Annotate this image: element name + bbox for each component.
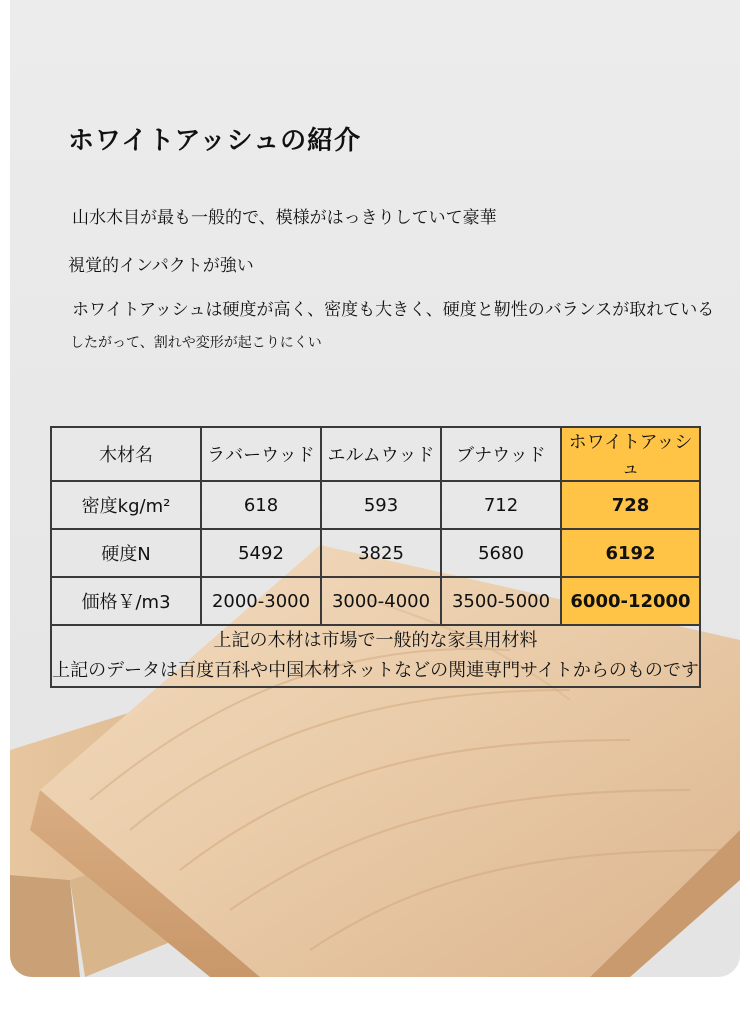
table-cell: 2000-3000 [201, 577, 321, 625]
table-cell: 3000-4000 [321, 577, 441, 625]
row-label-density: 密度kg/m² [51, 481, 201, 529]
header-cell-elmwood: エルムウッド [321, 427, 441, 481]
footnote-line-2: 上記のデータは百度百科や中国木材ネットなどの関連専門サイトからのものです [52, 660, 699, 681]
footnote-line-1: 上記の木材は市場で一般的な家具用材料 [213, 630, 538, 651]
intro-paragraph-2: 視覚的インパクトが強い [68, 256, 254, 276]
table-row-hardness [51, 529, 700, 577]
table-cell-highlight: 6192 [561, 529, 700, 577]
table-cell: 5680 [441, 529, 561, 577]
header-cell-white-ash: ホワイトアッシュ [561, 427, 700, 481]
intro-paragraph-3: ホワイトアッシュは硬度が高く、密度も大きく、硬度と靭性のバランスが取れている [72, 300, 715, 320]
table-cell: 593 [321, 481, 441, 529]
page-title: ホワイトアッシュの紹介 [68, 126, 362, 156]
header-cell-wood-name: 木材名 [51, 427, 201, 481]
header-cell-rubberwood: ラバーウッド [201, 427, 321, 481]
intro-paragraph-1: 山水木目が最も一般的で、模様がはっきりしていて豪華 [72, 208, 497, 228]
table-cell: 3500-5000 [441, 577, 561, 625]
wood-comparison-table [50, 426, 701, 688]
table-cell-highlight: 728 [561, 481, 700, 529]
table-cell: 618 [201, 481, 321, 529]
header-cell-beechwood: ブナウッド [441, 427, 561, 481]
table-cell: 712 [441, 481, 561, 529]
row-label-price: 価格￥/m3 [51, 577, 201, 625]
table-header-row [51, 427, 700, 481]
table-cell-highlight: 6000-12000 [561, 577, 700, 625]
table-row-price [51, 577, 700, 625]
intro-paragraph-4: したがって、割れや変形が起こりにくい [70, 335, 322, 351]
table-row-density [51, 481, 700, 529]
table-footer-row [51, 625, 700, 687]
table-cell: 5492 [201, 529, 321, 577]
row-label-hardness: 硬度N [51, 529, 201, 577]
table-footnote [51, 625, 700, 687]
table-cell: 3825 [321, 529, 441, 577]
content-card [10, 0, 740, 977]
